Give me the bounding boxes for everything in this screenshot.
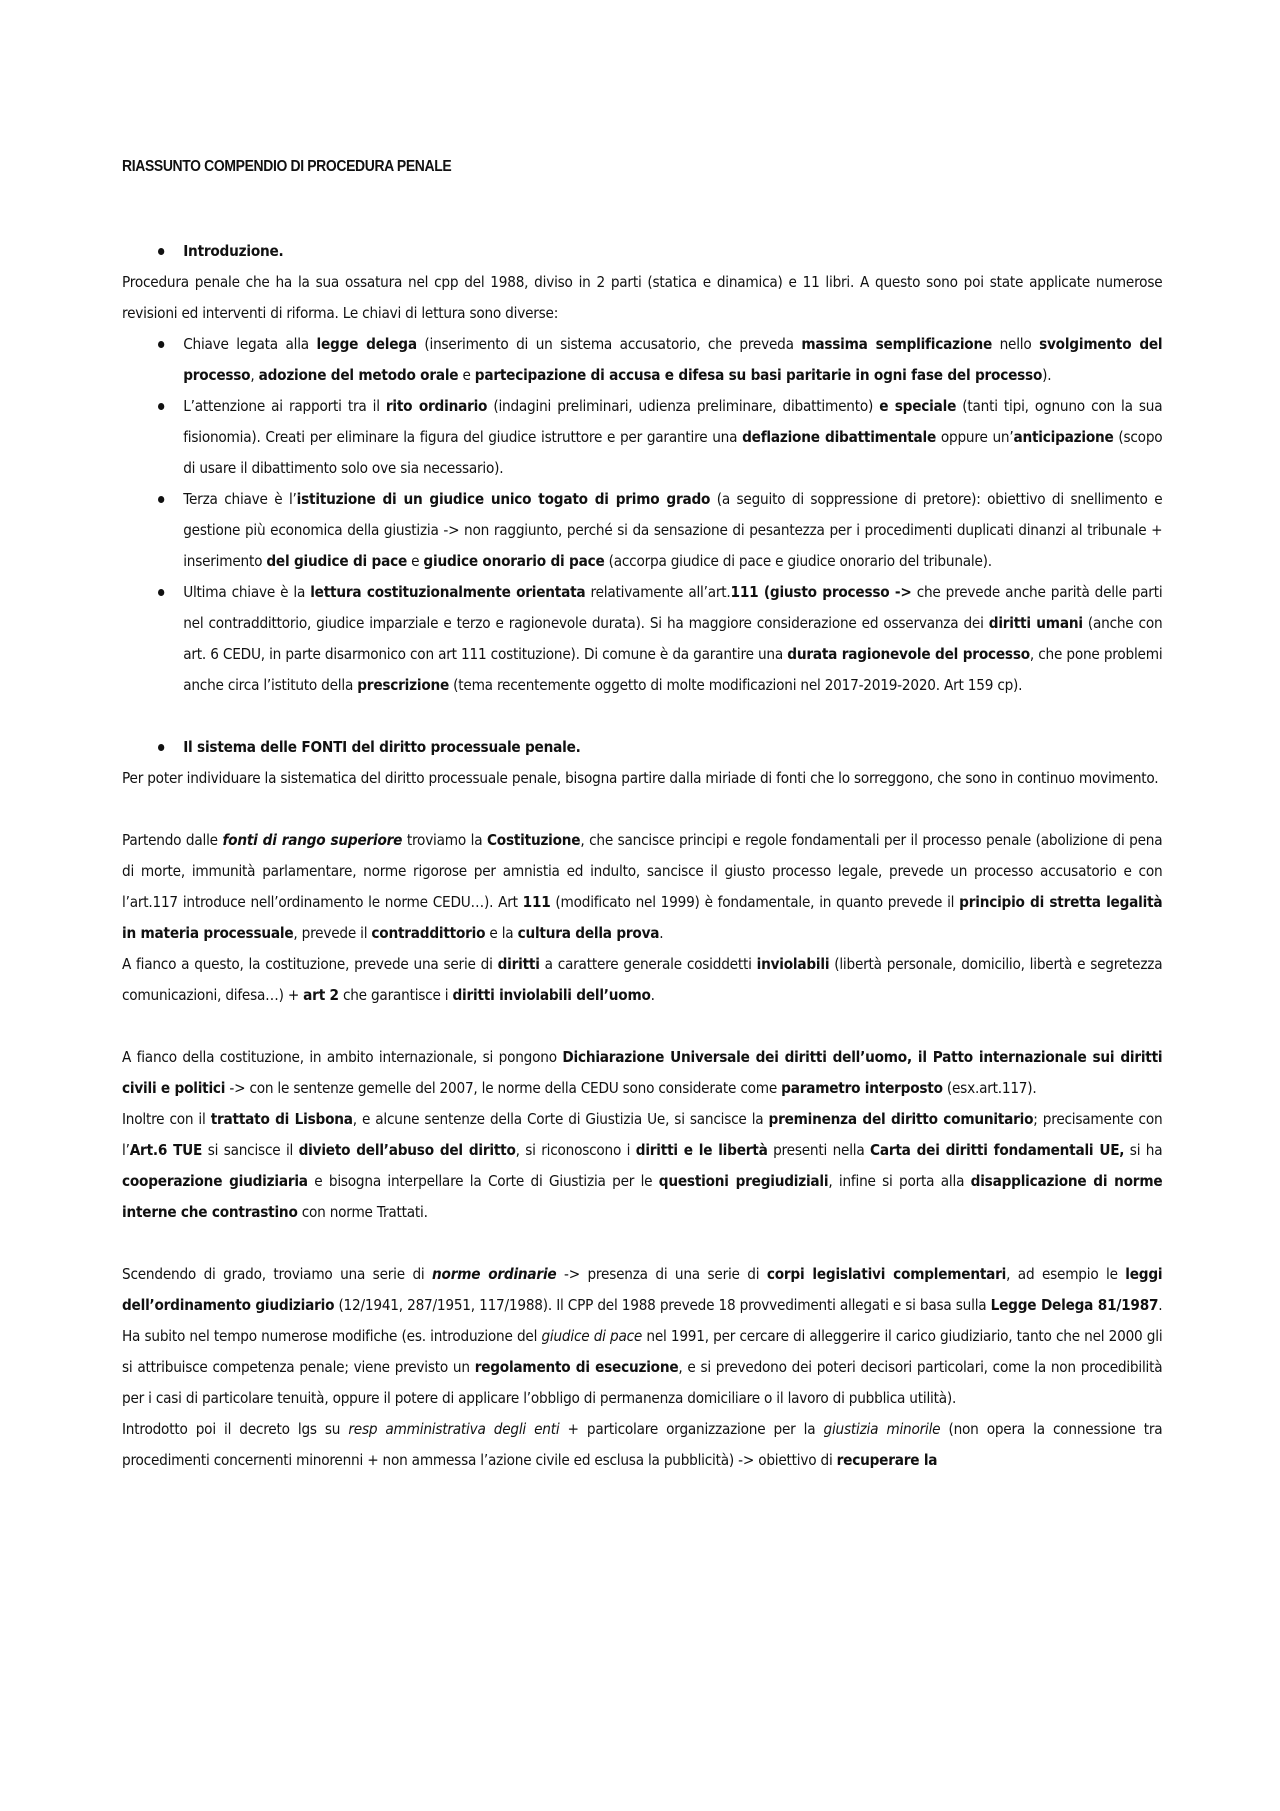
- spacer: [122, 1228, 1162, 1259]
- fonti-paragraph-intro: Per poter individuare la sistematica del diritto processuale penale, bisogna partire dalla miriade di fonti che lo sorreggono, che sono in continuo movimento.: [122, 769, 1159, 787]
- fonti-paragraph-diritti: A fianco a questo, la costituzione, prevede una serie di diritti a carattere generale cosiddetti inviolabili (libertà personale, domicilio, libertà e segretezza comunicazioni, difesa…) + art 2 che garantisce i diritti inviolabili dell’uomo.: [122, 955, 1163, 1004]
- spacer: [122, 701, 1162, 732]
- reading-keys-list: [122, 329, 1162, 701]
- list-item: Terza chiave è l’istituzione di un giudice unico togato di primo grado (a seguito di soppressione di pretore): obiettivo di snellimento e gestione più economica della giustizia -> non raggiunto, perché si da sensazione di pesantezza per i procedimenti duplicati dinanzi al tribunale + inserimento del giudice di pace e giudice onorario di pace (accorpa giudice di pace e giudice onorario del tribunale).: [122, 484, 1162, 577]
- intro-paragraph: Procedura penale che ha la sua ossatura nel cpp del 1988, diviso in 2 parti (statica e dinamica) e 11 libri. A questo sono poi state applicate numerose revisioni ed interventi di riforma. Le chiavi di lettura sono diverse:: [122, 273, 1163, 322]
- list-item: Chiave legata alla legge delega (inserimento di un sistema accusatorio, che preveda massima semplificazione nello svolgimento del processo, adozione del metodo orale e partecipazione di accusa e difesa su basi paritarie in ogni fase del processo).: [122, 329, 1162, 391]
- list-item: Ultima chiave è la lettura costituzionalmente orientata relativamente all’art.111 (giusto processo -> che prevede anche parità delle parti nel contraddittorio, giudice imparziale e terzo e ragionevole durata). Si ha maggiore considerazione ed osservanza dei diritti umani (anche con art. 6 CEDU, in parte disarmonico con art 111 costituzione). Di comune è da garantire una durata ragionevole del processo, che pone problemi anche circa l’istituto della prescrizione (tema recentemente oggetto di molte modificazioni nel 2017-2019-2020. Art 159 cp).: [122, 577, 1162, 701]
- fonti-paragraph-decreto: Introdotto poi il decreto lgs su resp amministrativa degli enti + particolare organizzazione per la giustizia minorile (non opera la connessione tra procedimenti concernenti minorenni + non ammessa l’azione civile ed esclusa la pubblicità) -> obiettivo di recuperare la: [122, 1420, 1163, 1469]
- spacer: [122, 1011, 1162, 1042]
- fonti-paragraph-norme-ordinarie: Scendendo di grado, troviamo una serie di norme ordinarie -> presenza di una serie di corpi legislativi complementari, ad esempio le leggi dell’ordinamento giudiziario (12/1941, 287/1951, 117/1988). Il CPP del 1988 prevede 18 provvedimenti allegati e si basa sulla Legge Delega 81/1987. Ha subito nel tempo numerose modifiche (es. introduzione del giudice di pace nel 1991, per cercare di alleggerire il carico giudiziario, tanto che nel 2000 gli si attribuisce competenza penale; viene previsto un regolamento di esecuzione, e si prevedono dei poteri decisori particolari, come la non procedibilità per i casi di particolare tenuità, oppure il potere di applicare l’obbligo di permanenza domiciliare o il lavoro di pubblica utilità).: [122, 1265, 1163, 1407]
- list-item: L’attenzione ai rapporti tra il rito ordinario (indagini preliminari, udienza preliminare, dibattimento) e speciale (tanti tipi, ognuno con la sua fisionomia). Creati per eliminare la figura del giudice istruttore e per garantire una deflazione dibattimentale oppure un’anticipazione (scopo di usare il dibattimento solo ove sia necessario).: [122, 391, 1162, 484]
- fonti-paragraph-costituzione: Partendo dalle fonti di rango superiore troviamo la Costituzione, che sancisce principi e regole fondamentali per il processo penale (abolizione di pena di morte, immunità parlamentare, norme rigorose per amnistia ed indulto, sancisce il giusto processo legale, prevede un processo accusatorio e con l’art.117 introduce nell’ordinamento le norme CEDU…). Art 111 (modificato nel 1999) è fondamentale, in quanto prevede il principio di stretta legalità in materia processuale, prevede il contraddittorio e la cultura della prova.: [122, 831, 1163, 942]
- section-heading-fonti: Il sistema delle FONTI del diritto processuale penale.: [122, 732, 1162, 763]
- document-body: [122, 154, 1162, 1476]
- document-title: RIASSUNTO COMPENDIO DI PROCEDURA PENALE: [122, 158, 452, 175]
- fonti-paragraph-internazionale: A fianco della costituzione, in ambito internazionale, si pongono Dichiarazione Universale dei diritti dell’uomo, il Patto internazionale sui diritti civili e politici -> con le sentenze gemelle del 2007, le norme della CEDU sono considerate come parametro interposto (esx.art.117).: [122, 1048, 1163, 1097]
- fonti-paragraph-lisbona: Inoltre con il trattato di Lisbona, e alcune sentenze della Corte di Giustizia Ue, si sancisce la preminenza del diritto comunitario; precisamente con l’Art.6 TUE si sancisce il divieto dell’abuso del diritto, si riconoscono i diritti e le libertà presenti nella Carta dei diritti fondamentali UE, si ha cooperazione giudiziaria e bisogna interpellare la Corte di Giustizia per le questioni pregiudiziali, infine si porta alla disapplicazione di norme interne che contrastino con norme Trattati.: [122, 1110, 1163, 1221]
- spacer: [122, 794, 1162, 825]
- section-heading-introduzione: Introduzione.: [122, 236, 1162, 267]
